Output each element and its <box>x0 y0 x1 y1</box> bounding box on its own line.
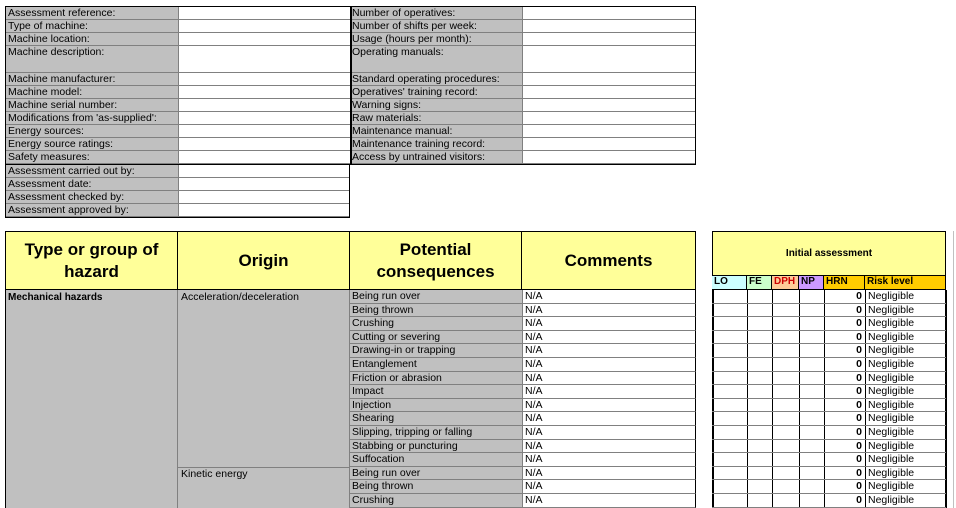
initial-fe-cell[interactable] <box>748 467 772 480</box>
risk-level-cell: Negligible <box>868 317 915 330</box>
hrn-cell: 0 <box>856 494 862 506</box>
consequence-cell: Suffocation <box>350 453 522 467</box>
initial-lo-cell[interactable] <box>713 304 747 317</box>
initial-np-cell[interactable] <box>800 440 824 453</box>
risk-level-cell: Negligible <box>868 344 915 357</box>
origin-label: Kinetic energy <box>181 467 248 480</box>
consequence-cell: Drawing-in or trapping <box>350 344 522 358</box>
info-value-field[interactable] <box>522 138 696 151</box>
hrn-cell: 0 <box>856 317 862 330</box>
info-value-field[interactable] <box>522 7 696 20</box>
info-label: Raw materials: <box>350 112 522 125</box>
comment-cell[interactable]: N/A <box>522 480 696 494</box>
comment-cell[interactable]: N/A <box>522 453 696 467</box>
risk-level-cell: Negligible <box>868 466 915 479</box>
info-label: Machine manufacturer: <box>6 73 178 86</box>
signoff-value-field[interactable] <box>178 191 350 204</box>
hrn-cell: 0 <box>856 466 862 479</box>
initial-lo-cell[interactable] <box>713 453 747 466</box>
initial-np-cell[interactable] <box>800 372 824 385</box>
info-label: Machine description: <box>6 46 178 73</box>
consequence-cell: Crushing <box>350 494 522 508</box>
initial-fe-cell[interactable] <box>748 494 772 507</box>
risk-level-cell: Negligible <box>868 480 915 493</box>
initial-dph-cell[interactable] <box>773 344 799 357</box>
initial-lo-cell[interactable] <box>713 290 747 303</box>
signoff-label: Assessment date: <box>6 178 178 191</box>
hazard-group-column <box>5 290 178 508</box>
info-label: Energy source ratings: <box>6 138 178 151</box>
info-value-field[interactable] <box>522 86 696 99</box>
info-value-field[interactable] <box>522 33 696 46</box>
consequence-cell: Being thrown <box>350 304 522 318</box>
initial-col-fe: FE <box>747 276 772 290</box>
comment-cell[interactable]: N/A <box>522 426 696 440</box>
risk-level-cell: Negligible <box>868 290 915 302</box>
consequence-cell: Cutting or severing <box>350 331 522 345</box>
risk-level-cell: Negligible <box>868 398 915 411</box>
comment-cell[interactable]: N/A <box>522 399 696 413</box>
sheet-right-edge <box>953 231 954 508</box>
signoff-value-field[interactable] <box>178 165 350 178</box>
info-label: Machine model: <box>6 86 178 99</box>
comment-cell[interactable]: N/A <box>522 304 696 318</box>
risk-level-cell: Negligible <box>868 453 915 466</box>
initial-dph-cell[interactable] <box>773 480 799 493</box>
info-value-field[interactable] <box>178 20 350 33</box>
initial-np-cell[interactable] <box>800 453 824 466</box>
risk-level-cell: Negligible <box>868 371 915 384</box>
info-value-field[interactable] <box>522 46 696 73</box>
hrn-cell: 0 <box>856 358 862 370</box>
header-hazard-type-label: Type or group of hazard <box>24 239 159 281</box>
initial-lo-cell[interactable] <box>713 344 747 357</box>
info-label: Machine location: <box>6 33 178 46</box>
initial-lo-cell[interactable] <box>713 480 747 493</box>
initial-col-np: NP <box>799 276 824 290</box>
initial-dph-cell[interactable] <box>773 467 799 480</box>
initial-dph-cell[interactable] <box>773 453 799 466</box>
hrn-cell: 0 <box>856 426 862 438</box>
consequence-cell: Shearing <box>350 412 522 426</box>
hazard-group-label: Mechanical hazards <box>8 292 103 303</box>
initial-lo-cell[interactable] <box>713 494 747 507</box>
initial-dph-cell[interactable] <box>773 385 799 398</box>
initial-lo-cell[interactable] <box>713 358 747 371</box>
risk-level-cell: Negligible <box>868 426 915 438</box>
comment-cell[interactable]: N/A <box>522 317 696 331</box>
initial-col-risk-level: Risk level <box>865 276 946 290</box>
initial-dph-cell[interactable] <box>773 304 799 317</box>
initial-fe-cell[interactable] <box>748 372 772 385</box>
header-hazard-type <box>5 231 178 290</box>
info-label: Standard operating procedures: <box>350 73 522 86</box>
initial-fe-cell[interactable] <box>748 453 772 466</box>
consequence-cell: Stabbing or puncturing <box>350 440 522 454</box>
hrn-cell: 0 <box>856 344 862 357</box>
initial-np-cell[interactable] <box>800 467 824 480</box>
initial-lo-cell[interactable] <box>713 317 747 330</box>
consequence-cell: Injection <box>350 399 522 413</box>
comment-cell[interactable]: N/A <box>522 440 696 454</box>
info-label: Energy sources: <box>6 125 178 138</box>
initial-np-cell[interactable] <box>800 426 824 439</box>
grid-line <box>945 290 947 508</box>
info-value-field[interactable] <box>178 33 350 46</box>
header-origin <box>177 231 350 290</box>
initial-dph-cell[interactable] <box>773 399 799 412</box>
hrn-cell: 0 <box>856 385 862 398</box>
initial-assessment-header <box>712 231 946 276</box>
initial-fe-cell[interactable] <box>748 358 772 371</box>
header-origin-label: Origin <box>238 250 289 270</box>
initial-np-cell[interactable] <box>800 480 824 493</box>
origin-label: Acceleration/deceleration <box>181 291 299 303</box>
comment-cell[interactable]: N/A <box>522 344 696 358</box>
header-comments <box>521 231 696 290</box>
info-label: Assessment reference: <box>6 7 178 20</box>
signoff-value-field[interactable] <box>178 178 350 191</box>
header-comments-label: Comments <box>564 250 653 270</box>
initial-fe-cell[interactable] <box>748 344 772 357</box>
initial-lo-cell[interactable] <box>713 331 747 344</box>
initial-lo-cell[interactable] <box>713 412 747 425</box>
initial-np-cell[interactable] <box>800 331 824 344</box>
consequence-cell: Crushing <box>350 317 522 331</box>
comment-cell[interactable]: N/A <box>522 331 696 345</box>
initial-fe-cell[interactable] <box>748 426 772 439</box>
consequence-cell: Being run over <box>350 467 522 481</box>
comment-cell[interactable]: N/A <box>522 467 696 481</box>
header-consequences <box>349 231 522 290</box>
hrn-cell: 0 <box>856 480 862 493</box>
initial-dph-cell[interactable] <box>773 317 799 330</box>
info-label: Access by untrained visitors: <box>350 151 522 164</box>
info-label: Maintenance training record: <box>350 138 522 151</box>
info-value-field[interactable] <box>522 112 696 125</box>
risk-level-cell: Negligible <box>868 385 915 398</box>
info-value-field[interactable] <box>178 73 350 86</box>
hrn-cell: 0 <box>856 439 862 452</box>
info-label: Modifications from 'as-supplied': <box>6 112 178 125</box>
initial-lo-cell[interactable] <box>713 399 747 412</box>
initial-np-cell[interactable] <box>800 412 824 425</box>
info-value-field[interactable] <box>178 99 350 112</box>
info-label: Usage (hours per month): <box>350 33 522 46</box>
comment-cell[interactable]: N/A <box>522 372 696 386</box>
initial-np-cell[interactable] <box>800 290 824 303</box>
initial-fe-cell[interactable] <box>748 440 772 453</box>
comment-cell[interactable]: N/A <box>522 358 696 372</box>
risk-level-cell: Negligible <box>868 439 915 452</box>
hrn-cell: 0 <box>856 412 862 425</box>
initial-dph-cell[interactable] <box>773 440 799 453</box>
info-label: Type of machine: <box>6 20 178 33</box>
info-divider <box>350 6 352 165</box>
initial-fe-cell[interactable] <box>748 304 772 317</box>
info-value-field[interactable] <box>522 125 696 138</box>
consequence-cell: Being run over <box>350 290 522 304</box>
initial-lo-cell[interactable] <box>713 467 747 480</box>
consequence-cell: Friction or abrasion <box>350 372 522 386</box>
signoff-value-field[interactable] <box>178 204 350 217</box>
consequence-cell: Slipping, tripping or falling <box>350 426 522 440</box>
comment-cell[interactable]: N/A <box>522 290 696 304</box>
initial-np-cell[interactable] <box>800 385 824 398</box>
hrn-cell: 0 <box>856 330 862 343</box>
info-label: Safety measures: <box>6 151 178 164</box>
initial-dph-cell[interactable] <box>773 426 799 439</box>
initial-lo-cell[interactable] <box>713 426 747 439</box>
initial-dph-cell[interactable] <box>773 331 799 344</box>
info-value-field[interactable] <box>178 112 350 125</box>
initial-dph-cell[interactable] <box>773 290 799 303</box>
comment-cell[interactable]: N/A <box>522 385 696 399</box>
initial-np-cell[interactable] <box>800 494 824 507</box>
initial-fe-cell[interactable] <box>748 317 772 330</box>
info-value-field[interactable] <box>178 151 350 164</box>
hrn-cell: 0 <box>856 398 862 411</box>
initial-fe-cell[interactable] <box>748 412 772 425</box>
hrn-cell: 0 <box>856 371 862 384</box>
info-label: Machine serial number: <box>6 99 178 112</box>
info-label: Number of operatives: <box>350 7 522 20</box>
header-consequences-label: Potential consequences <box>376 239 495 281</box>
consequence-cell: Being thrown <box>350 480 522 494</box>
risk-level-cell: Negligible <box>868 303 915 316</box>
initial-np-cell[interactable] <box>800 344 824 357</box>
initial-assessment-title: Initial assessment <box>785 248 873 259</box>
info-value-field[interactable] <box>522 99 696 112</box>
info-value-field[interactable] <box>178 138 350 151</box>
comment-cell[interactable]: N/A <box>522 494 696 508</box>
consequence-cell: Entanglement <box>350 358 522 372</box>
initial-np-cell[interactable] <box>800 399 824 412</box>
initial-dph-cell[interactable] <box>773 372 799 385</box>
initial-dph-cell[interactable] <box>773 412 799 425</box>
info-label: Operating manuals: <box>350 46 522 73</box>
initial-dph-cell[interactable] <box>773 358 799 371</box>
info-label: Operatives' training record: <box>350 86 522 99</box>
initial-np-cell[interactable] <box>800 358 824 371</box>
hrn-cell: 0 <box>856 290 862 302</box>
info-value-field[interactable] <box>178 7 350 20</box>
initial-lo-cell[interactable] <box>713 385 747 398</box>
info-label: Number of shifts per week: <box>350 20 522 33</box>
initial-dph-cell[interactable] <box>773 494 799 507</box>
info-value-field[interactable] <box>522 73 696 86</box>
comment-cell[interactable]: N/A <box>522 412 696 426</box>
initial-col-hrn: HRN <box>824 276 865 290</box>
info-value-field[interactable] <box>178 125 350 138</box>
initial-col-dph: DPH <box>772 276 799 290</box>
initial-lo-cell[interactable] <box>713 372 747 385</box>
risk-level-cell: Negligible <box>868 412 915 425</box>
hrn-cell: 0 <box>856 303 862 316</box>
info-value-field[interactable] <box>178 46 350 73</box>
initial-lo-cell[interactable] <box>713 440 747 453</box>
initial-fe-cell[interactable] <box>748 399 772 412</box>
risk-level-cell: Negligible <box>868 358 915 370</box>
signoff-label: Assessment carried out by: <box>6 165 178 178</box>
info-value-field[interactable] <box>522 20 696 33</box>
signoff-label: Assessment checked by: <box>6 191 178 204</box>
initial-np-cell[interactable] <box>800 304 824 317</box>
initial-fe-cell[interactable] <box>748 331 772 344</box>
info-label: Warning signs: <box>350 99 522 112</box>
signoff-label: Assessment approved by: <box>6 204 178 217</box>
initial-col-lo: LO <box>712 276 747 290</box>
consequence-cell: Impact <box>350 385 522 399</box>
initial-fe-cell[interactable] <box>748 385 772 398</box>
initial-np-cell[interactable] <box>800 317 824 330</box>
initial-fe-cell[interactable] <box>748 290 772 303</box>
info-value-field[interactable] <box>178 86 350 99</box>
initial-fe-cell[interactable] <box>748 480 772 493</box>
info-label: Maintenance manual: <box>350 125 522 138</box>
risk-level-cell: Negligible <box>868 330 915 343</box>
info-value-field[interactable] <box>522 151 696 164</box>
hrn-cell: 0 <box>856 453 862 466</box>
risk-level-cell: Negligible <box>868 494 915 506</box>
